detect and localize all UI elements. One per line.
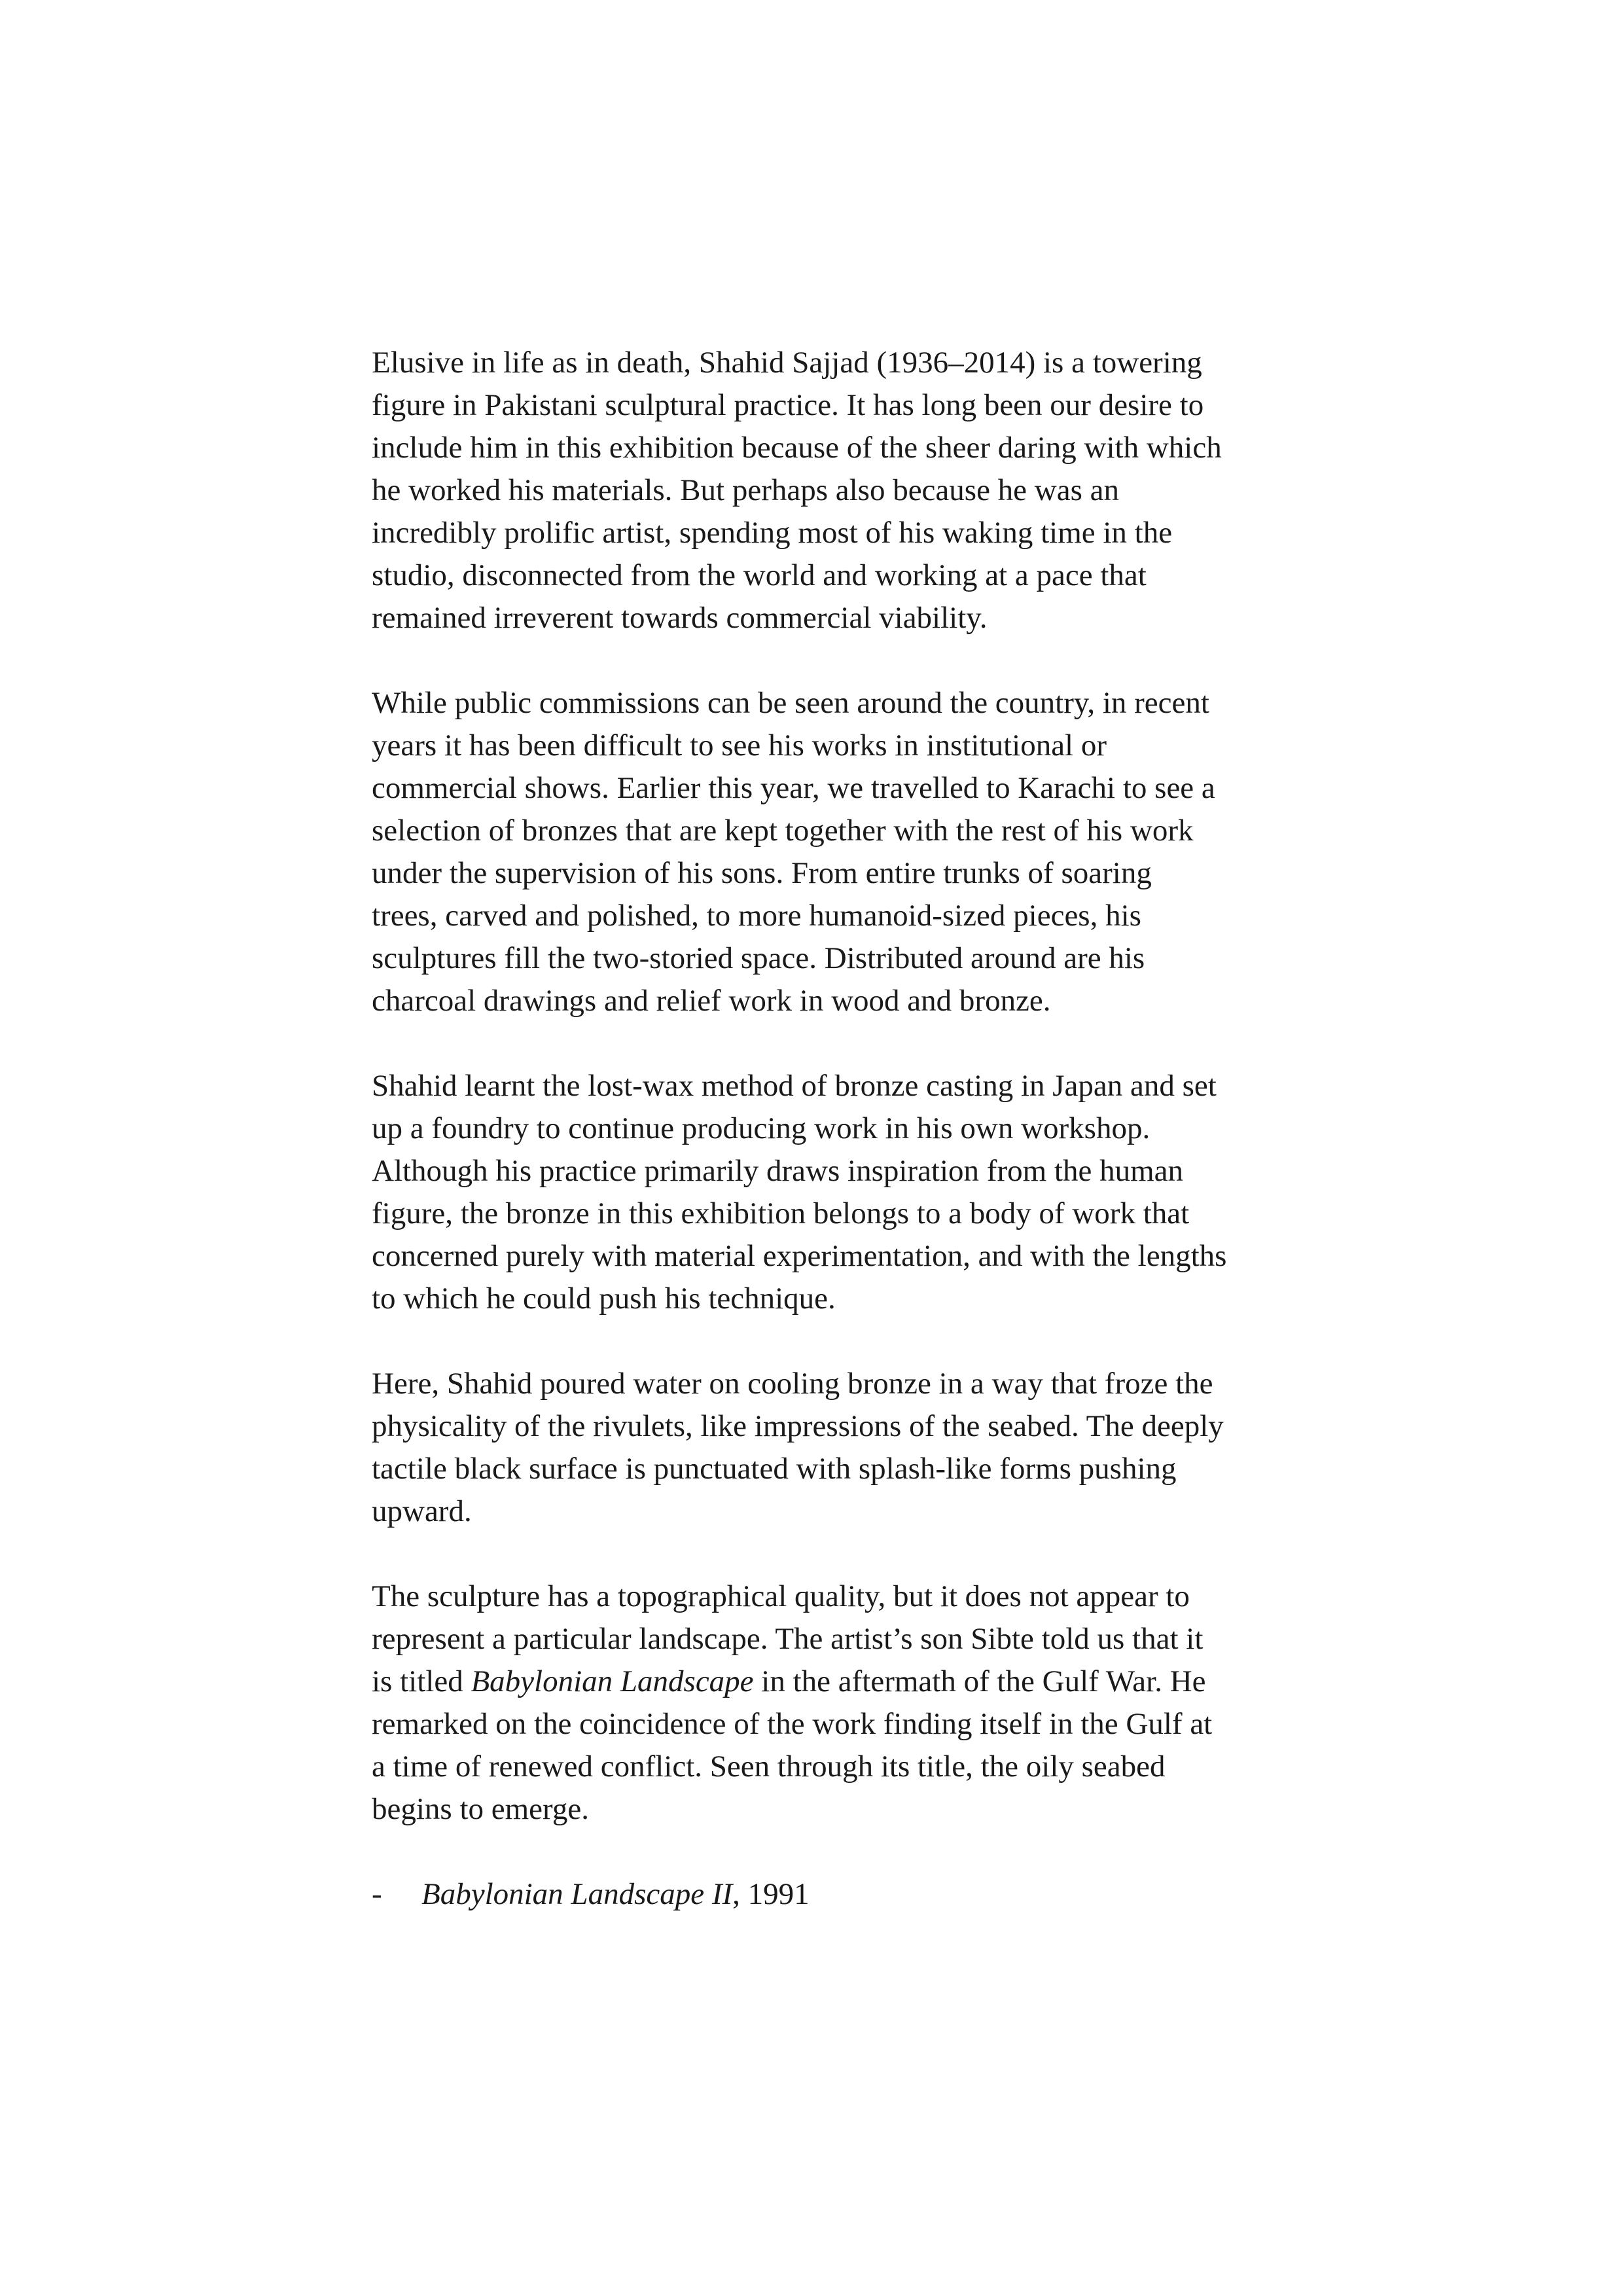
caption-title: Babylonian Landscape II [421,1877,733,1911]
paragraph-4: Here, Shahid poured water on cooling bronze in a way that froze the physicality of the rivulets, like impressions of the seabed. The deeply tactile black surface is punctuated with splash-like forms pushing upward. [372,1367,1224,1528]
paragraph-2: While public commissions can be seen around the country, in recent years it has been difficult to see his works in institutional or commercial shows. Earlier this year, we travelled to Karachi to see a selection of bronzes that are kept together with the rest of his work under the supervision of his sons. From entire trunks of soaring trees, carved and polished, to more humanoid-sized pieces, his sculptures fill the two-storied space. Distributed around are his charcoal drawings and relief work in wood and bronze. [372,686,1215,1018]
paragraph-3: Shahid learnt the lost-wax method of bronze casting in Japan and set up a foundry to continue producing work in his own workshop. Although his practice primarily draws inspiration from the human figure, the bronze in this exhibition belongs to a body of work that concerned purely with material experimentation, and with the lengths to which he could push his technique. [372,1069,1227,1316]
paragraph-5-text-before: The sculpture has a topographical quality, but it does not appear to represent a particular landscape. The artist’s son Sibte told us that it is titled [372,1579,1204,1698]
paragraph-1: Elusive in life as in death, Shahid Sajjad (1936–2014) is a towering figure in Pakistani sculptural practice. It has long been our desire to include him in this exhibition because of the sheer daring with which he worked his materials. But perhaps also because he was an incredibly prolific artist, spending most of his waking time in the studio, disconnected from the world and working at a pace that remained irreverent towards commercial viability. [372,346,1222,635]
paragraph-5-text-after: in the aftermath of the Gulf War. He remarked on the coincidence of the work finding itself in the Gulf at a time of renewed conflict. Seen through its title, the oily seabed begins to emerge. [372,1664,1213,1826]
paragraph-5 [372,1575,1262,1831]
artwork-title-inline: Babylonian Landscape [471,1664,754,1698]
caption-year: , 1991 [732,1877,810,1911]
caption-dash: - [372,1877,382,1911]
caption-text [421,1873,810,1916]
artwork-caption [372,1873,1262,1916]
text-column [372,342,1262,1916]
